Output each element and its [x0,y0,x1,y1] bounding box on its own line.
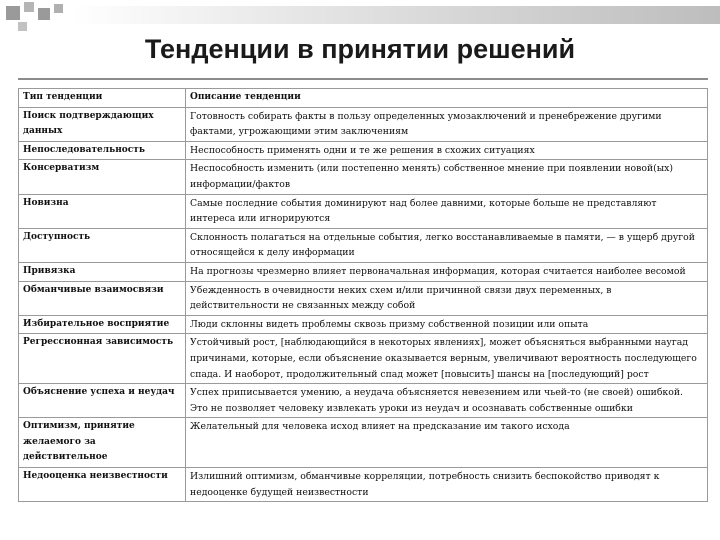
header-type: Тип тенденции [19,89,186,108]
row-type: Оптимизм, принятие желаемого за действительное [19,418,186,468]
table-row [19,468,708,502]
row-type: Объяснение успеха и неудач [19,384,186,418]
decor-square [54,4,63,13]
table-row [19,262,708,281]
row-type: Привязка [19,262,186,281]
row-type: Регрессионная зависимость [19,334,186,384]
table-row [19,194,708,228]
row-description: Неспособность применять одни и те же решения в схожих ситуациях [186,141,708,160]
tendencies-table [18,88,708,502]
table-row [19,418,708,468]
row-type: Недооценка неизвестности [19,468,186,502]
decor-square [38,8,50,20]
decor-square [24,2,34,12]
table-row [19,107,708,141]
row-type: Новизна [19,194,186,228]
row-type: Обманчивые взаимосвязи [19,281,186,315]
page-title: Тенденции в принятии решений [144,34,576,64]
table-row [19,228,708,262]
table-row [19,281,708,315]
header-description: Описание тенденции [186,89,708,108]
title-underline [18,78,708,80]
row-description: Убежденность в очевидности неких схем и/или причинной связи двух переменных, в действительности не связанных между собой [186,281,708,315]
decor-square [18,22,27,31]
row-description: Неспособность изменить (или постепенно менять) собственное мнение при появлении новой(ых) информации/фактов [186,160,708,194]
row-description: Готовность собирать факты в пользу определенных умозаключений и пренебрежение другими фактами, угрожающими этим заключениям [186,107,708,141]
row-type: Доступность [19,228,186,262]
table-row [19,384,708,418]
table-row [19,160,708,194]
row-type: Поиск подтверждающих данных [19,107,186,141]
row-description: Излишний оптимизм, обманчивые корреляции, потребность снизить беспокойство приводят к недооценке будущей неизвестности [186,468,708,502]
row-description: Склонность полагаться на отдельные события, легко восстанавливаемые в памяти, — в ущерб другой относящейся к делу информации [186,228,708,262]
table-header-row [19,89,708,108]
table-row [19,334,708,384]
table-row [19,315,708,334]
decor-square [6,6,20,20]
table-row [19,141,708,160]
row-type: Непоследовательность [19,141,186,160]
row-type: Консерватизм [19,160,186,194]
decorative-header-bar [0,0,720,30]
row-description: Устойчивый рост, [наблюдающийся в некоторых явлениях], может объясняться выбранными наугад причинами, которые, если объяснение оказывается верным, увеличивают вероятность последующего спада. И наоборот, продолжительный спад может [повысить] шансы на [последующий] рост [186,334,708,384]
row-description: Желательный для человека исход влияет на предсказание им такого исхода [186,418,708,468]
row-description: На прогнозы чрезмерно влияет первоначальная информация, которая считается наиболее весомой [186,262,708,281]
row-description: Самые последние события доминируют над более давними, которые больше не представляют интереса или игнорируются [186,194,708,228]
gradient-band [72,6,720,24]
row-description: Люди склонны видеть проблемы сквозь призму собственной позиции или опыта [186,315,708,334]
row-type: Избирательное восприятие [19,315,186,334]
row-description: Успех приписывается умению, а неудача объясняется невезением или чьей-то (не своей) ошибкой. Это не позволяет человеку извлекать уроки из неудач и осознавать собственные ошибки [186,384,708,418]
